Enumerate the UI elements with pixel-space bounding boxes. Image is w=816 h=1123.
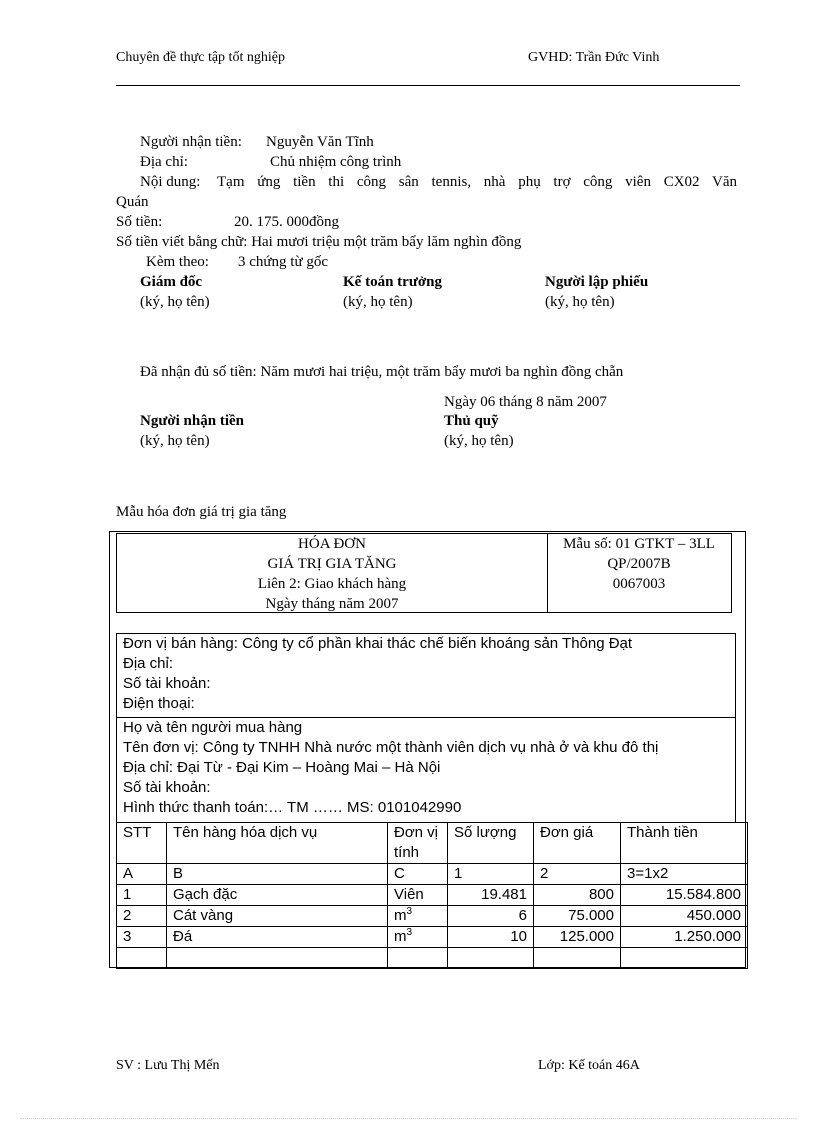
- cell-name: Cát vàng: [167, 906, 388, 927]
- sig-director-note: (ký, họ tên): [140, 294, 210, 310]
- cell-total: 450.000: [621, 906, 748, 927]
- col-total: Thành tiền: [621, 823, 748, 864]
- table-row-empty: [117, 948, 748, 969]
- cell-stt: 3: [117, 927, 167, 948]
- col-qty: Số lượng: [448, 823, 534, 864]
- received-full: Đã nhận đủ số tiền: Năm mươi hai triệu, một trăm bẩy mươi ba nghìn đồng chẵn: [140, 364, 624, 380]
- invoice-title-block: [117, 534, 547, 614]
- unit-exponent: 3: [406, 927, 413, 938]
- unit-exponent: 3: [406, 906, 413, 917]
- cell-qty: 6: [448, 906, 534, 927]
- cell-price: 125.000: [534, 927, 621, 948]
- items-table: [116, 822, 748, 969]
- receipt-date: Ngày 06 tháng 8 năm 2007: [444, 394, 607, 410]
- seller-phone: Điện thoại:: [123, 695, 195, 712]
- header-left: Chuyên đề thực tập tốt nghiệp: [116, 50, 285, 65]
- content-line2: Quán: [116, 194, 149, 210]
- cell-empty: [621, 948, 748, 969]
- invoice-title: HÓA ĐƠN: [298, 536, 366, 552]
- buyer-address: Địa chỉ: Đại Từ - Đại Kim – Hoàng Mai – Hà Nội: [123, 759, 441, 776]
- footer-left: SV : Lưu Thị Mến: [116, 1058, 220, 1073]
- invoice-header: [116, 533, 732, 613]
- payee-name: Nguyễn Văn Tĩnh: [266, 134, 374, 150]
- sig-cashier-note: (ký, họ tên): [444, 433, 514, 449]
- code-cell: B: [167, 864, 388, 885]
- col-unit: Đơn vị tính: [388, 823, 448, 864]
- page-bottom-border: [20, 1118, 796, 1119]
- invoice-date: Ngày tháng năm 2007: [265, 596, 399, 612]
- header-right: GVHD: Trần Đức Vinh: [528, 50, 660, 65]
- buyer-block: [116, 717, 736, 823]
- attach-value: 3 chứng từ gốc: [238, 254, 328, 270]
- cell-total: 1.250.000: [621, 927, 748, 948]
- cell-price: 75.000: [534, 906, 621, 927]
- code-cell: C: [388, 864, 448, 885]
- code-cell: 1: [448, 864, 534, 885]
- col-name: Tên hàng hóa dịch vụ: [167, 823, 388, 864]
- col-stt: STT: [117, 823, 167, 864]
- seller-block: [116, 633, 736, 718]
- unit-text: m: [394, 907, 407, 924]
- cell-unit: [388, 927, 448, 948]
- cell-unit: [388, 885, 448, 906]
- seller-name: Đơn vị bán hàng: Công ty cổ phần khai thác chế biến khoáng sản Thông Đạt: [123, 635, 633, 652]
- cell-stt: 1: [117, 885, 167, 906]
- content-line1: Tạm ứng tiền thi công sân tennis, nhà phụ trợ công viên CX02 Văn: [217, 174, 737, 190]
- unit-text: Viên: [394, 886, 424, 903]
- payee-label: Người nhận tiền:: [140, 134, 242, 150]
- buyer-unit: Tên đơn vị: Công ty TNHH Nhà nước một thành viên dịch vụ nhà ở và khu đô thị: [123, 739, 659, 756]
- table-header-row: [117, 823, 748, 864]
- cell-empty: [117, 948, 167, 969]
- sig-cashier-title: Thủ quỹ: [444, 413, 499, 429]
- buyer-payment: Hình thức thanh toán:… TM …… MS: 0101042990: [123, 799, 462, 816]
- attach-label: Kèm theo:: [146, 254, 209, 270]
- code-cell: 2: [534, 864, 621, 885]
- invoice-series: QP/2007B: [607, 556, 671, 572]
- cell-empty: [388, 948, 448, 969]
- content-label: Nội dung:: [140, 174, 201, 190]
- col-price: Đơn giá: [534, 823, 621, 864]
- amount-value: 20. 175. 000đồng: [234, 214, 339, 230]
- table-row: [117, 927, 748, 948]
- sig-recipient-note: (ký, họ tên): [140, 433, 210, 449]
- amount-words: Số tiền viết bằng chữ: Hai mươi triệu một trăm bẩy lăm nghìn đồng: [116, 234, 522, 250]
- buyer-name: Họ và tên người mua hàng: [123, 719, 303, 736]
- invoice-copy: Liên 2: Giao khách hàng: [257, 576, 407, 592]
- cell-name: Đá: [167, 927, 388, 948]
- amount-label: Số tiền:: [116, 214, 163, 230]
- sig-preparer-note: (ký, họ tên): [545, 294, 615, 310]
- code-cell: A: [117, 864, 167, 885]
- footer-right: Lớp: Kế toán 46A: [538, 1058, 640, 1073]
- header-divider: [116, 85, 740, 86]
- cell-qty: 10: [448, 927, 534, 948]
- sig-director-title: Giám đốc: [140, 274, 203, 290]
- cell-empty: [534, 948, 621, 969]
- cell-stt: 2: [117, 906, 167, 927]
- sig-preparer-title: Người lập phiếu: [545, 274, 649, 290]
- cell-qty: 19.481: [448, 885, 534, 906]
- cell-unit: [388, 906, 448, 927]
- table-code-row: [117, 864, 748, 885]
- seller-account: Số tài khoản:: [123, 675, 211, 692]
- cell-empty: [448, 948, 534, 969]
- sig-chief-accountant-note: (ký, họ tên): [343, 294, 413, 310]
- cell-price: 800: [534, 885, 621, 906]
- table-row: [117, 885, 748, 906]
- seller-address: Địa chỉ:: [123, 655, 174, 672]
- cell-total: 15.584.800: [621, 885, 748, 906]
- invoice-number: 0067003: [612, 576, 666, 592]
- buyer-account: Số tài khoản:: [123, 779, 211, 796]
- code-cell: 3=1x2: [621, 864, 748, 885]
- address-value: Chủ nhiệm công trình: [270, 154, 402, 170]
- invoice-caption: Mẫu hóa đơn giá trị gia tăng: [116, 504, 287, 520]
- sig-chief-accountant-title: Kế toán trưởng: [343, 274, 442, 290]
- unit-text: m: [394, 928, 407, 945]
- cell-name: Gạch đặc: [167, 885, 388, 906]
- invoice-form-block: [547, 534, 731, 594]
- cell-empty: [167, 948, 388, 969]
- invoice-form-no: Mẫu số: 01 GTKT – 3LL: [563, 536, 715, 552]
- table-row: [117, 906, 748, 927]
- sig-recipient-title: Người nhận tiền: [140, 413, 244, 429]
- address-label: Địa chỉ:: [140, 154, 188, 170]
- invoice-subtitle: GIÁ TRỊ GIA TĂNG: [267, 556, 397, 572]
